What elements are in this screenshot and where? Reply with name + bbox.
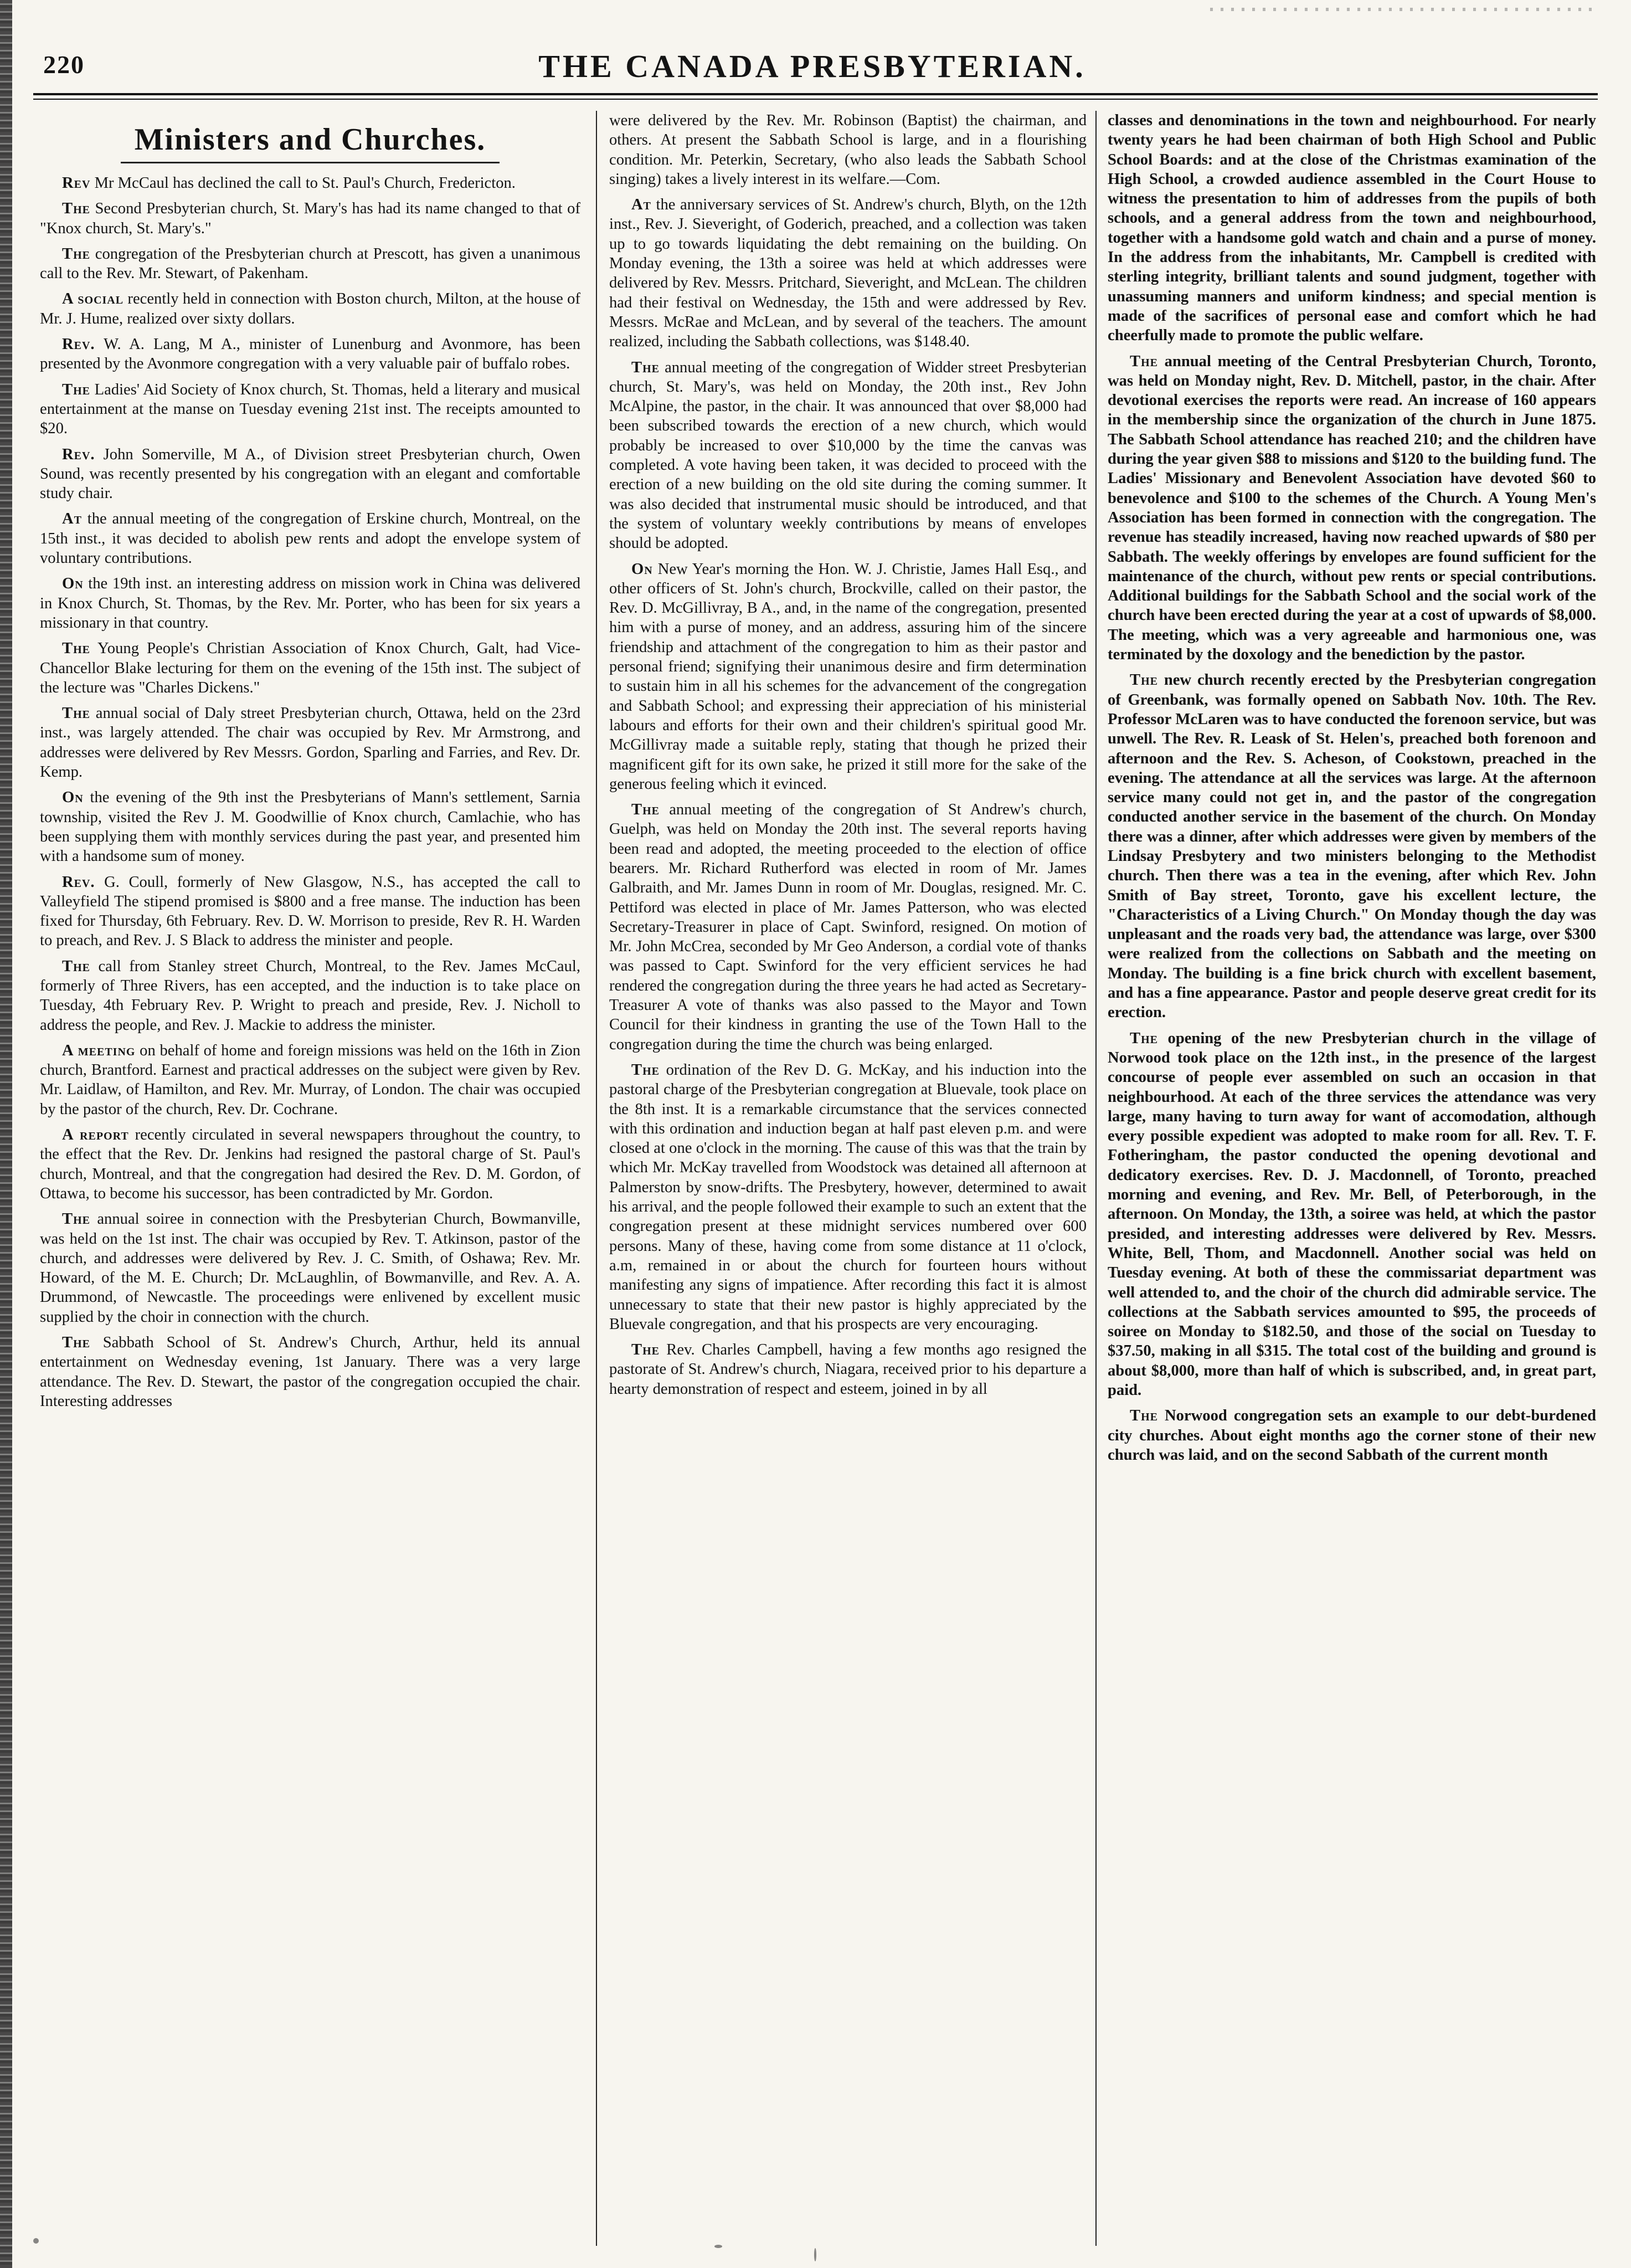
news-item-text: the 19th inst. an interesting address on mission work in China was delivered in Knox Church, St. Thomas, by the Rev. Mr. Porter, who has been for six years a missionary in that country. bbox=[40, 575, 580, 632]
news-item bbox=[40, 704, 580, 782]
news-item bbox=[1108, 670, 1596, 1022]
news-item-text: recently circulated in several newspapers throughout the country, to the effect that the Rev. Dr. Jenkins had resigned the pastoral charge of St. Paul's church, Montreal, and that the congregation had desired the Rev. D. M. Gordon, of Ottawa, to become his successor, has been contradicted by Mr. Gordon. bbox=[40, 1126, 580, 1202]
news-item bbox=[609, 560, 1087, 794]
masthead bbox=[27, 48, 1598, 83]
news-item-text: Sabbath School of St. Andrew's Church, Arthur, held its annual entertainment on Wednesday evening, 1st January. There was a very large attendance. The Rev. D. Stewart, the pastor of the congregation occupied the chair. Interesting addresses bbox=[40, 1334, 580, 1410]
news-item bbox=[40, 788, 580, 866]
page-number: 220 bbox=[43, 50, 85, 79]
news-item-lead: The bbox=[631, 1061, 660, 1079]
news-item bbox=[40, 1209, 580, 1327]
news-item bbox=[40, 873, 580, 951]
masthead-rule bbox=[33, 93, 1598, 95]
news-item bbox=[609, 800, 1087, 1054]
news-items bbox=[1108, 111, 1596, 1465]
news-item-text: classes and denominations in the town and neighbourhood. For nearly twenty years he had been chairman of both High School and Public School Boards: and at the close of the Christmas examination of the High School, a crowded audience assembled in the Court House to witness the presentation to him of addresses from the pupils of both schools, and a general address from the town and neighbourhood, together with a handsome gold watch and chain and a purse of money. In the address from the inhabitants, Mr. Campbell is credited with sterling integrity, brilliant talents and sound judgment, together with unassuming manners and uniform kindness; and special mention is made of the sacrifices of personal ease and comfort which he had cheerfully made to promote the public welfare. bbox=[1108, 112, 1596, 345]
news-item-text: call from Stanley street Church, Montreal, to the Rev. James McCaul, formerly of Three Rivers, has een accepted, and the induction is to take place on Tuesday, 4th February Rev. P. Wright to preach and preside, Rev. J. Nicholl to address the people, and Rev. J. Mackie to address the minister. bbox=[40, 957, 580, 1034]
news-item-text: Rev. Charles Campbell, having a few months ago resigned the pastorate of St. Andrew's church, Niagara, received prior to his departure a hearty demonstration of respect and esteem, joined in by all bbox=[609, 1341, 1087, 1398]
news-item-lead: The bbox=[62, 1210, 90, 1228]
news-item bbox=[609, 1340, 1087, 1399]
news-item-text: Norwood congregation sets an example to our debt-burdened city churches. About eight months ago the corner stone of their new church was laid, and on the second Sabbath of the current month bbox=[1108, 1407, 1596, 1464]
news-item-lead: The bbox=[62, 705, 90, 722]
news-item-lead: The bbox=[631, 801, 660, 819]
news-item-lead: The bbox=[62, 1334, 90, 1352]
news-item-text: on behalf of home and foreign missions was held on the 16th in Zion church, Brantford. Earnest and practical addresses on the subject were given by Rev. Mr. Laidlaw, of Hamilton, and Rev. Mr. Murray, of London. The chair was occupied by the pastor of the church, Rev. Dr. Cochrane. bbox=[40, 1041, 580, 1118]
news-item-lead: The bbox=[1130, 1029, 1158, 1047]
news-item-text: were delivered by the Rev. Mr. Robinson (Baptist) the chairman, and others. At present the Sabbath School is large, and in a flourishing condition. Mr. Peterkin, Secretary, (who also leads the Sabbath School singing) takes a lively interest in its welfare.—Com. bbox=[609, 112, 1087, 188]
news-item-text: ordination of the Rev D. G. McKay, and his induction into the pastoral charge of the Presbyterian congregation at Bluevale, took place on the 8th inst. It is a remarkable circumstance that the services connected with this ordination and induction began at half past eleven p.m. and were closed at one o'clock in the morning. The cause of this was that the train by which Mr. McKay travelled from Woodstock was detained all afternoon at Palmerston by snow-drifts. The Presbytery, however, determined to await his arrival, and the people followed their example to such an extent that the congregation present at these midnight services numbered over 600 persons. Many of these, having come from some distance at 11 o'clock, a.m, remained in or about the church for fourteen hours without manifesting any signs of impatience. After recording this fact it is almost unnecessary to state that their new pastor is highly appreciated by the Bluevale congregation, and that his prospects are very encouraging. bbox=[609, 1061, 1087, 1333]
news-item-text: John Somerville, M A., of Division street Presbyterian church, Owen Sound, was recently presented by his congregation with an elegant and comfortable study chair. bbox=[40, 445, 580, 502]
news-item-lead: The bbox=[631, 1341, 660, 1359]
news-item-text: congregation of the Presbyterian church at Prescott, has given a unanimous call to the Rev. Mr. Stewart, of Pakenham. bbox=[40, 245, 580, 283]
scan-edge bbox=[0, 0, 12, 2268]
news-item bbox=[40, 639, 580, 697]
news-item bbox=[1108, 352, 1596, 665]
news-item bbox=[1108, 111, 1596, 346]
news-item-lead: The bbox=[62, 245, 90, 263]
news-item-text: the anniversary services of St. Andrew's church, Blyth, on the 12th inst., Rev. J. Sieveright, of Goderich, preached, and a collection was taken up to go towards liquidating the debt remaining on the building. On Monday evening, the 13th a soiree was held at which addresses were delivered by Rev. Messrs. Pritchard, Sieveright, and McLean. The children had their festival on Wednesday, the 15th and were addressed by Rev. Messrs. McRae and McLean, and by several of the teachers. The amount realized, including the Sabbath collections, was $148.40. bbox=[609, 196, 1087, 351]
news-item bbox=[40, 445, 580, 504]
news-item bbox=[40, 1333, 580, 1411]
news-item-text: G. Coull, formerly of New Glasgow, N.S., has accepted the call to Valleyfield The stipend promised is $800 and a free manse. The induction has been fixed for Thursday, 6th February. Rev. D. W. Morrison to preside, Rev R. H. Warden to preach, and Rev. J. S Black to address the minister and people. bbox=[40, 873, 580, 950]
news-item-lead: The bbox=[62, 381, 90, 398]
column-divider bbox=[596, 111, 597, 2246]
news-item-lead: At bbox=[62, 510, 82, 528]
news-item-lead: A social bbox=[62, 290, 124, 308]
news-item-text: opening of the new Presbyterian church in the village of Norwood took place on the 12th inst., in the presence of the largest concourse of people ever assembled on such an occasion in that neighbourhood. At each of the three services the attendance was very large, many having to turn away for want of accomodation, although every possible expedient was adopted to make room for all. Rev. T. F. Fotheringham, the pastor conducted the opening devotional and dedicatory exercises. Rev. D. J. Macdonnell, of Toronto, preached morning and evening, and Rev. Mr. Bell, of Peterborough, in the afternoon. On Monday, the 13th, a soiree was held, at which the pastor presided, and interesting addresses were delivered by Rev. Messrs. White, Bell, Thom, and Macdonnell. Another social was held on Tuesday evening. At both of these the commissariat department was well attended to, and the choir of the church did admirable service. The collections at the Sabbath services amounted to $95, the proceeds of soiree on Monday to $182.50, and those of the social on Tuesday to $37.50, making in all $315. The total cost of the building and ground is about $8,000, more than half of which is subscribed, and, in great part, paid. bbox=[1108, 1029, 1596, 1399]
news-item-text: the annual meeting of the congregation of Erskine church, Montreal, on the 15th inst., it was decided to abolish pew rents and adopt the envelope system of voluntary contributions. bbox=[40, 510, 580, 567]
news-item-lead: The bbox=[62, 957, 90, 975]
news-item-lead: The bbox=[1130, 671, 1158, 689]
news-item-lead: Rev. bbox=[62, 873, 95, 891]
news-item bbox=[40, 173, 580, 193]
news-item-text: Second Presbyterian church, St. Mary's has had its name changed to that of "Knox church, St. Mary's." bbox=[40, 200, 580, 237]
news-item-lead: On bbox=[62, 575, 84, 593]
scan-speck bbox=[33, 2238, 39, 2244]
column-3 bbox=[1108, 111, 1596, 2246]
news-item bbox=[40, 289, 580, 329]
news-items bbox=[40, 173, 580, 1411]
news-item bbox=[1108, 1406, 1596, 1465]
news-item-text: Young People's Christian Association of Knox Church, Galt, had Vice-Chancellor Blake lecturing for them on the evening of the 15th inst. The subject of the lecture was "Charles Dickens." bbox=[40, 640, 580, 696]
news-item-lead: On bbox=[631, 560, 653, 578]
news-item-text: annual meeting of the congregation of Widder street Presbyterian church, St. Mary's, was held on Monday, the 20th inst., Rev John McAlpine, the pastor, in the chair. It was announced that over $8,000 had been subscribed towards the erection of a new church, which would probably be increased to over $10,000 by the time the canvas was completed. A vote having been taken, it was decided to proceed with the erection of a new building on the old site during the coming summer. It was also decided that instrumental music should be introduced, and that the system of voluntary weekly contributions by means of envelopes should be adopted. bbox=[609, 358, 1087, 552]
news-item bbox=[40, 509, 580, 568]
news-item-text: Ladies' Aid Society of Knox church, St. Thomas, held a literary and musical entertainment at the manse on Tuesday evening 21st inst. The receipts amounted to $20. bbox=[40, 381, 580, 438]
news-item bbox=[609, 195, 1087, 351]
news-item-lead: At bbox=[631, 196, 651, 214]
news-item-lead: The bbox=[1130, 1407, 1158, 1425]
scan-speck bbox=[814, 2248, 816, 2261]
news-items bbox=[609, 111, 1087, 1399]
news-item-lead: The bbox=[62, 640, 90, 658]
heading-rule bbox=[121, 162, 499, 163]
masthead-rule-thin bbox=[33, 99, 1598, 100]
news-item-lead: Rev. bbox=[62, 336, 95, 353]
news-item-text: Mr McCaul has declined the call to St. Paul's Church, Fredericton. bbox=[90, 175, 516, 192]
news-item-lead: A report bbox=[62, 1126, 129, 1144]
news-item-text: new church recently erected by the Presbyterian congregation of Greenbank, was formally opened on Sabbath Nov. 10th. The Rev. Professor McLaren was to have conducted the forenoon service, but was unwell. The Rev. R. Leask of St. Helen's, preached both forenoon and afternoon and the Rev. S. Acheson, of Cookstown, preached in the evening. The attendance at all the services was large. At the afternoon service many could not get in, and the pastor of the congregation conducted another service in the basement of the church. On Monday there was a dinner, after which addresses were given by members of the Lindsay Presbytery and two ministers belonging to the Methodist church. Then there was a tea in the evening, after which Rev. John Smith of Bay street, Toronto, gave his excellent lecture, the "Characteristics of a Living Church." On Monday though the day was unpleasant and the roads very bad, the attendance was large, over $300 were realized from the collections on Sabbath and the meeting on Monday. The building is a fine brick church with excellent basement, and has a fine appearance. Pastor and people deserve great credit for its erection. bbox=[1108, 671, 1596, 1022]
news-item bbox=[1108, 1029, 1596, 1400]
news-item-lead: The bbox=[1130, 352, 1158, 370]
news-item-text: recently held in connection with Boston church, Milton, at the house of Mr. J. Hume, realized over sixty dollars. bbox=[40, 290, 580, 327]
news-item bbox=[609, 1060, 1087, 1334]
news-item-text: New Year's morning the Hon. W. J. Christie, James Hall Esq., and other officers of St. John's church, Brockville, called on their pastor, the Rev. D. McGillivray, B A., and, in the name of the congregation, presented him with a purse of money, and an address, assuring him of the sincere friendship and attachment of the congregation to him as their pastor and personal friend; signifying their unanimous desire and firm determination to sustain him in all his schemes for the advancement of the congregation and Sabbath School; and expressing their appreciation of his ministerial labours and efforts for their own and their children's spiritual good Mr. McGillivray made a suitable reply, stating that though he prized their magnificent gift for its own sake, he prized it still more for the sake of the generous feeling which it evinced. bbox=[609, 560, 1087, 793]
news-item-lead: On bbox=[62, 789, 84, 807]
news-item bbox=[40, 1125, 580, 1203]
news-item bbox=[609, 111, 1087, 189]
news-item-lead: Rev bbox=[62, 175, 91, 192]
news-item-lead: The bbox=[62, 200, 90, 218]
scan-noise bbox=[1210, 8, 1598, 11]
news-item-text: W. A. Lang, M A., minister of Lunenburg and Avonmore, has been presented by the Avonmore congregation with a very valuable pair of buffalo robes. bbox=[40, 336, 580, 373]
news-item-text: annual social of Daly street Presbyterian church, Ottawa, held on the 23rd inst., was largely attended. The chair was occupied by Rev. Mr Armstrong, and addresses were delivered by Rev Messrs. Gordon, Sparling and Farries, and Rev. Dr. Kemp. bbox=[40, 705, 580, 781]
news-item-text: annual meeting of the congregation of St Andrew's church, Guelph, was held on Monday the 20th inst. The several reports having been read and adopted, the meeting proceeded to the election of office bearers. Mr. Richard Rutherford was elected in room of Mr. James Galbraith, and Mr. James Dunn in room of Mr. Douglas, resigned. Mr. C. Pettiford was elected in place of Mr. James Patterson, who was elected Secretary-Treasurer in place of Capt. Swinford, resigned. On motion of Mr. John McCrea, seconded by Mr Geo Anderson, a cordial vote of thanks was passed to Capt. Swinford for the very efficient services he had rendered the congregation during the three years he had acted as Secretary-Treasurer A vote of thanks was also passed to the Mayor and Town Council for their kindness in granting the use of the Town Hall to the congregation during the time the church was being enlarged. bbox=[609, 801, 1087, 1053]
news-item bbox=[609, 358, 1087, 553]
news-item-lead: Rev. bbox=[62, 445, 95, 463]
news-item bbox=[40, 1041, 580, 1119]
news-item bbox=[40, 244, 580, 284]
news-item-text: annual meeting of the Central Presbyterian Church, Toronto, was held on Monday night, Rev. D. Mitchell, pastor, in the chair. After devotional exercises the reports were read. An increase of 160 appears in the membership since the organization of the church in June 1875. The Sabbath School attendance has reached 210; and the children have during the year given $88 to missions and $120 to the building fund. The Ladies' Missionary and Benevolent Association have devoted $60 to benevolence and $100 to the schemes of the Church. A Young Men's Association has been formed in connection with the congregation. The revenue has steadily increased, having now reached upwards of $80 per Sabbath. The weekly offerings by envelopes are found sufficient for the maintenance of the church, without pew rents or special contributions. Additional buildings for the Sabbath School and the social work of the church have been erected during the year at a cost of upwards of $8,000. The meeting, which was a very agreeable and harmonious one, was terminated by the doxology and the benediction by the pastor. bbox=[1108, 352, 1596, 664]
news-item bbox=[40, 199, 580, 238]
paper-title: THE CANADA PRESBYTERIAN. bbox=[538, 48, 1086, 84]
column-divider bbox=[1095, 111, 1097, 2246]
news-item bbox=[40, 957, 580, 1035]
news-item-text: the evening of the 9th inst the Presbyterians of Mann's settlement, Sarnia township, visited the Rev J. M. Goodwillie of Knox church, Camlachie, who has been supplying them with monthly services during the past year, and presented him with a handsome sum of money. bbox=[40, 789, 580, 865]
news-item-lead: A meeting bbox=[62, 1041, 136, 1059]
news-item-text: annual soiree in connection with the Presbyterian Church, Bowmanville, was held on the 1st inst. The chair was occupied by Rev. T. Atkinson, pastor of the church, and addresses were delivered by Rev. J. C. Smith, of Oshawa; Rev. Mr. Howard, of the M. E. Church; Dr. McLaughlin, of Bowmanville, and Rev. A. A. Drummond, of Newcastle. The proceedings were enlivened by excellent music supplied by the choir in connection with the church. bbox=[40, 1210, 580, 1326]
column-1 bbox=[40, 111, 580, 2246]
news-item-lead: The bbox=[631, 358, 660, 376]
news-item bbox=[40, 574, 580, 633]
news-item bbox=[40, 380, 580, 439]
column-2 bbox=[609, 111, 1087, 2246]
section-heading: Ministers and Churches. bbox=[134, 122, 486, 157]
scan-speck bbox=[714, 2245, 722, 2248]
news-item bbox=[40, 335, 580, 374]
